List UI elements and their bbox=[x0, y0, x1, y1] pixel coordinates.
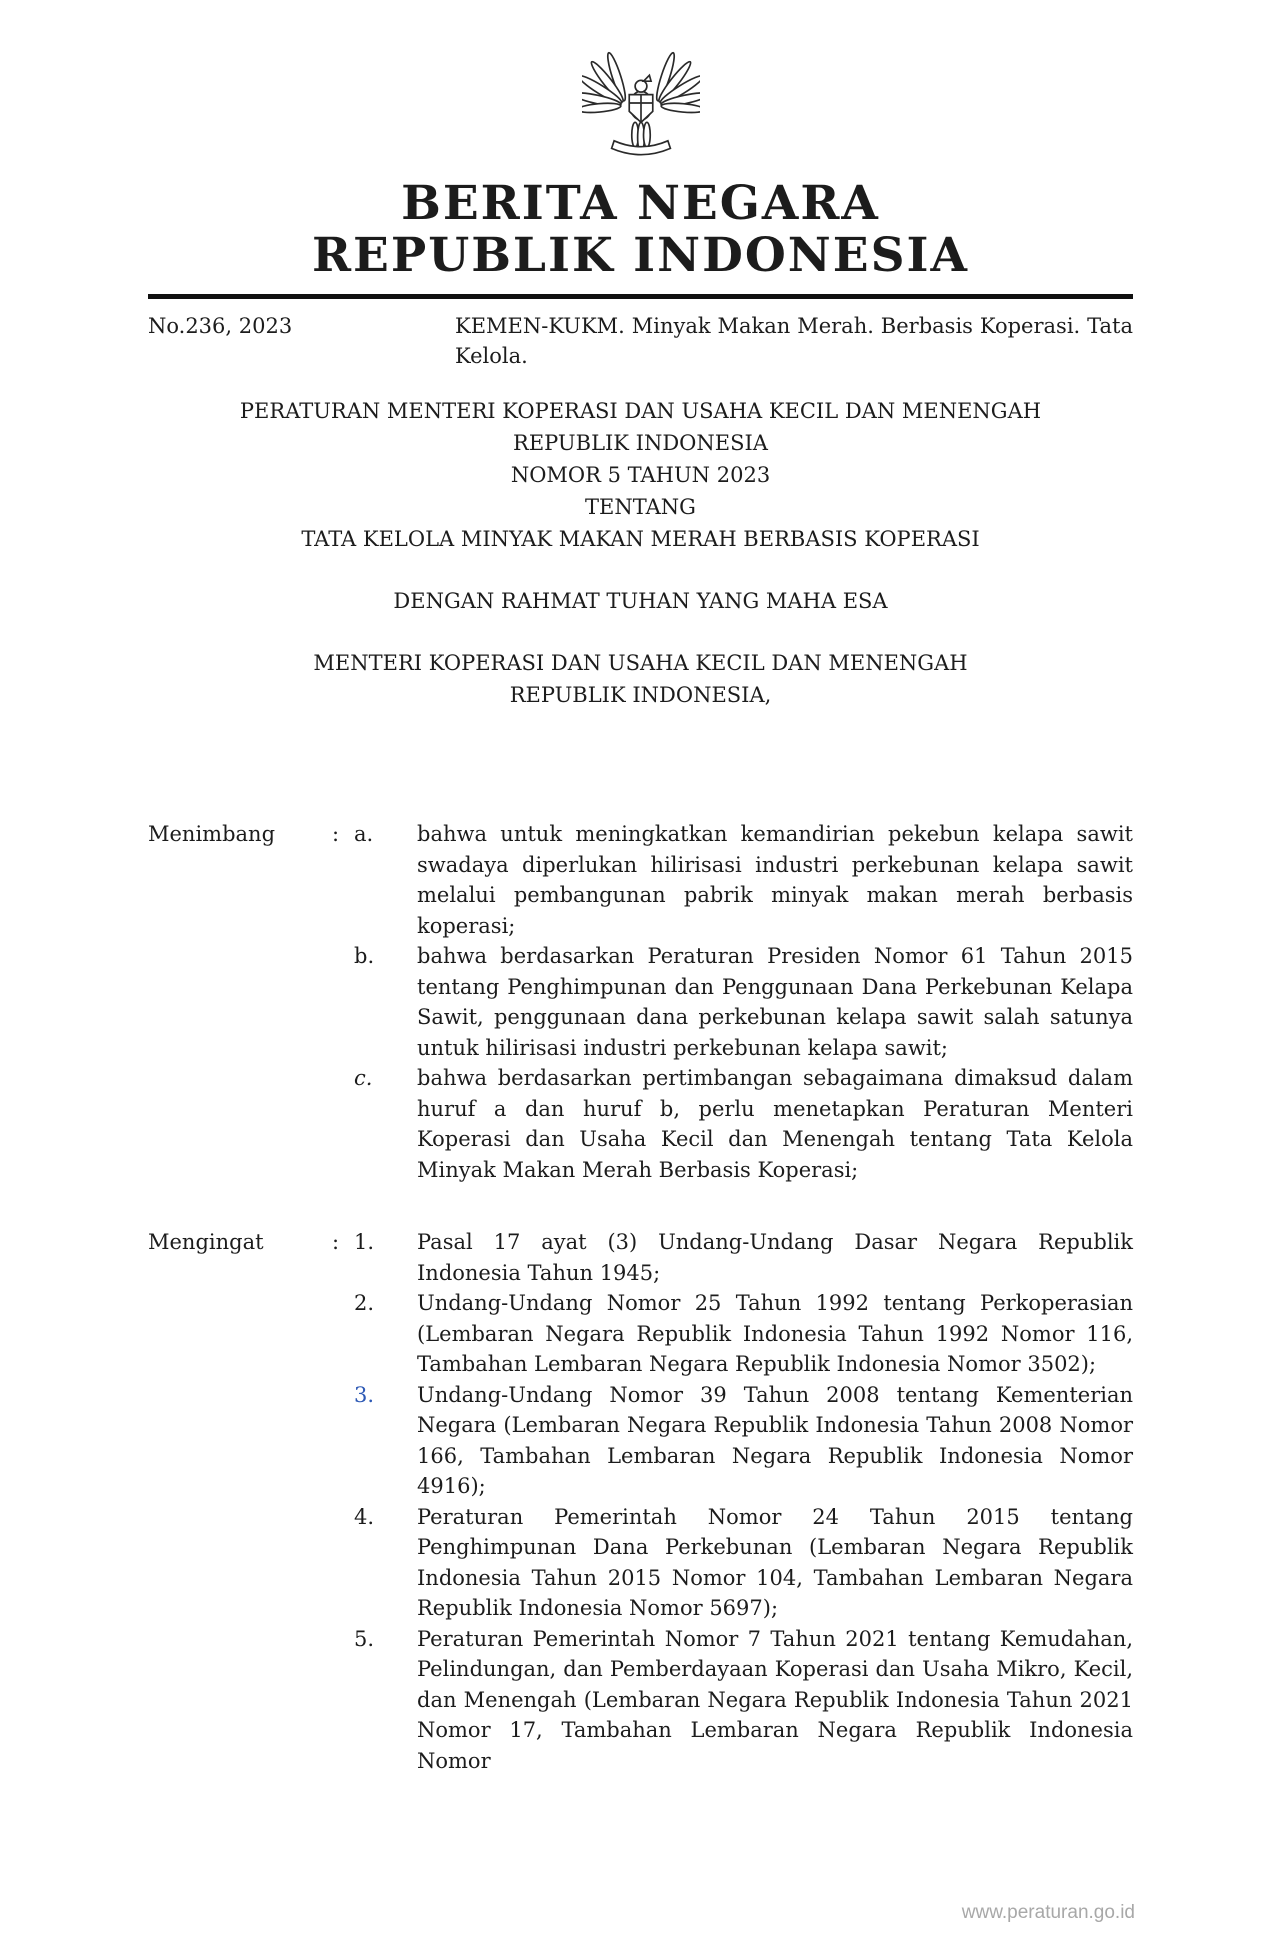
masthead bbox=[148, 178, 1133, 282]
authority-line2: REPUBLIK INDONESIA, bbox=[509, 683, 772, 707]
regulation-title-line1: PERATURAN MENTERI KOPERASI DAN USAHA KECIL DAN MENENGAH bbox=[239, 399, 1042, 423]
issue-subject: KEMEN-KUKM. Minyak Makan Merah. Berbasis Koperasi. Tata Kelola. bbox=[455, 314, 1133, 368]
considering-section bbox=[148, 819, 1133, 1185]
legal-basis-item-5 bbox=[354, 1624, 1133, 1777]
regulation-subject-line: TATA KELOLA MINYAK MAKAN MERAH BERBASIS KOPERASI bbox=[301, 527, 980, 551]
legal-basis-item-2 bbox=[354, 1288, 1133, 1380]
emblem-container bbox=[148, 40, 1133, 170]
item-text: Peraturan Pemerintah Nomor 24 Tahun 2015 tentang Penghimpunan Dana Perkebunan (Lembaran Negara Republik Indonesia Tahun 2015 Nomor 104, Tambahan Lembaran Negara Republik Indonesia Nomor 5697); bbox=[417, 1504, 1133, 1620]
item-text: Undang-Undang Nomor 39 Tahun 2008 tentang Kementerian Negara (Lembaran Negara Republik Indonesia Tahun 2008 Nomor 166, Tambahan Lembaran Negara Republik Indonesia Nomor 4916); bbox=[417, 1382, 1133, 1498]
considering-colon: : bbox=[332, 822, 340, 846]
item-text: Pasal 17 ayat (3) Undang-Undang Dasar Negara Republik Indonesia Tahun 1945; bbox=[417, 1230, 1133, 1285]
legal-basis-item-3 bbox=[354, 1380, 1133, 1502]
item-marker: 3. bbox=[354, 1382, 375, 1407]
masthead-rule bbox=[148, 294, 1133, 299]
issue-row bbox=[148, 311, 1133, 371]
legal-basis-section bbox=[148, 1227, 1133, 1776]
legal-basis-items bbox=[354, 1227, 1133, 1776]
item-marker: a. bbox=[354, 822, 374, 846]
legal-basis-colon: : bbox=[332, 1230, 340, 1254]
garuda-pancasila-emblem bbox=[582, 40, 700, 166]
spacer bbox=[148, 555, 1133, 585]
considering-items bbox=[354, 819, 1133, 1185]
item-text: bahwa berdasarkan pertimbangan sebagaimana dimaksud dalam huruf a dan huruf b, perlu menetapkan Peraturan Menteri Koperasi dan Usaha Kecil dan Menengah tentang Tata Kelola Minyak Makan Merah Berbasis Koperasi; bbox=[417, 1066, 1133, 1182]
regulation-heading bbox=[148, 395, 1133, 711]
gazette-title-line2: REPUBLIK INDONESIA bbox=[311, 228, 969, 283]
issue-number: No.236, 2023 bbox=[148, 314, 293, 338]
footer-website-watermark: www.peraturan.go.id bbox=[961, 1902, 1135, 1923]
considering-item-a bbox=[354, 819, 1133, 941]
legal-basis-label: Mengingat bbox=[148, 1230, 264, 1254]
spacer bbox=[148, 617, 1133, 647]
item-text: bahwa berdasarkan Peraturan Presiden Nomor 61 Tahun 2015 tentang Penghimpunan dan Penggunaan Dana Perkebunan Kelapa Sawit, penggunaan dana perkebunan kelapa sawit salah satunya untuk hilirisasi industri perkebunan kelapa sawit; bbox=[417, 944, 1133, 1060]
item-marker: 5. bbox=[354, 1626, 375, 1651]
gazette-title-line1: BERITA NEGARA bbox=[401, 176, 880, 231]
considering-label: Menimbang bbox=[148, 822, 276, 846]
item-marker: 2. bbox=[354, 1291, 375, 1315]
authority-line1: MENTERI KOPERASI DAN USAHA KECIL DAN MENENGAH bbox=[313, 651, 968, 675]
regulation-title-line2: REPUBLIK INDONESIA bbox=[513, 431, 768, 455]
considering-item-c bbox=[354, 1063, 1133, 1185]
item-marker: b. bbox=[354, 944, 375, 968]
regulation-number-line: NOMOR 5 TAHUN 2023 bbox=[510, 463, 771, 487]
invocation-line: DENGAN RAHMAT TUHAN YANG MAHA ESA bbox=[393, 589, 888, 613]
item-marker: 4. bbox=[354, 1504, 375, 1529]
regulation-tentang-line: TENTANG bbox=[585, 495, 696, 519]
item-marker: c. bbox=[354, 1066, 373, 1090]
legal-basis-item-4 bbox=[354, 1502, 1133, 1624]
item-marker: 1. bbox=[354, 1230, 375, 1254]
item-text: bahwa untuk meningkatkan kemandirian pekebun kelapa sawit swadaya diperlukan hilirisasi industri perkebunan kelapa sawit melalui pembangunan pabrik minyak makan merah berbasis koperasi; bbox=[417, 822, 1133, 938]
considering-item-b bbox=[354, 941, 1133, 1063]
item-text: Peraturan Pemerintah Nomor 7 Tahun 2021 tentang Kemudahan, Pelindungan, dan Pemberdayaan Koperasi dan Usaha Mikro, Kecil, dan Menengah (Lembaran Negara Republik Indonesia Tahun 2021 Nomor 17, Tambahan Lembaran Negara Republik Indonesia Nomor bbox=[417, 1626, 1133, 1773]
item-text: Undang-Undang Nomor 25 Tahun 1992 tentang Perkoperasian (Lembaran Negara Republik Indonesia Tahun 1992 Nomor 116, Tambahan Lembaran Negara Republik Indonesia Nomor 3502); bbox=[417, 1291, 1133, 1376]
legal-basis-item-1 bbox=[354, 1227, 1133, 1288]
